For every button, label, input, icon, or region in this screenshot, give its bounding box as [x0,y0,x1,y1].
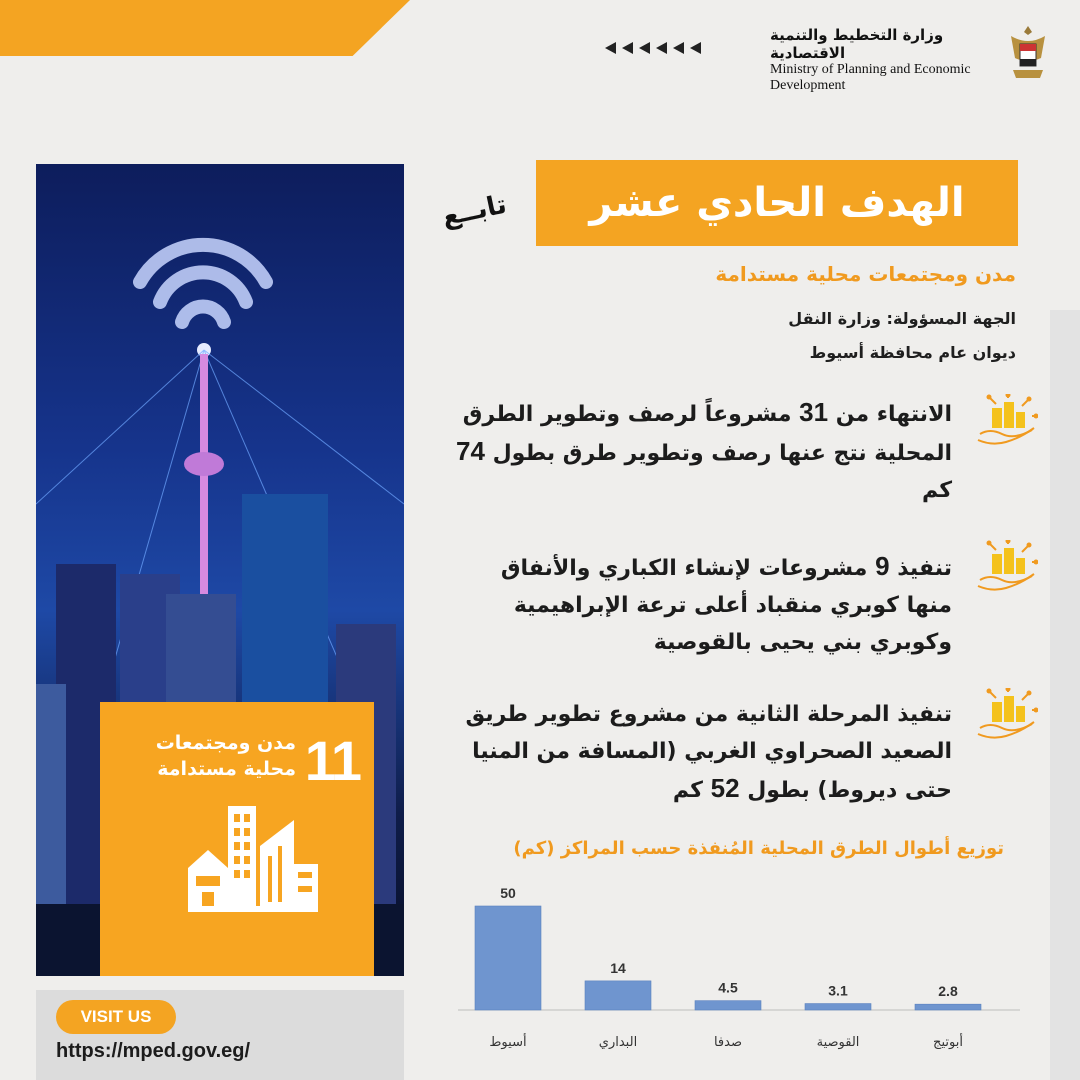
bar-value-label: 50 [500,885,516,901]
chart-bar [695,1001,761,1010]
bar-value-label: 2.8 [938,983,958,1000]
chart-bar [805,1004,871,1010]
responsible-entity [788,302,1016,370]
bullet-number: 74 [455,436,485,466]
chart-bar [585,981,651,1010]
bullet-number: 52 [710,773,740,803]
chart-canvas [450,866,1030,1080]
category-label: أبوتيج [933,1035,963,1050]
hand-city-icon [974,540,1038,596]
sdg-label-line2: محلية مستدامة [157,758,296,780]
bar-value-label: 14 [610,959,626,976]
arrow-left-icon [673,42,684,54]
bullet-number: 9 [875,551,890,581]
achievement-item-3 [452,696,952,809]
roads-bar-chart [450,866,1030,1080]
category-label: البداري [598,1035,638,1050]
hand-city-icon [974,688,1038,744]
arrow-left-icon [656,42,667,54]
bullet-text: مشروعاً لرصف وتطوير الطرق المحلية نتج عنها رصف وتطوير طرق بطول [462,402,952,466]
bullet-number: 31 [799,397,829,427]
bullet-text: تنفيذ [889,556,952,581]
continued-label: تابــع [439,189,510,233]
achievement-item-1 [452,394,952,509]
bullet-text: مشروعات لإنشاء الكباري والأنفاق منها كوبري منقباد أعلى ترعة الإبراهيمية وكوبري بني يحيى بالقوصية [500,556,952,655]
responsible-line1: الجهة المسؤولة: وزارة النقل [788,309,1016,328]
top-accent-band [0,0,410,56]
ministry-name-en-line2: Development [770,78,846,93]
category-label: أسيوط [489,1035,527,1050]
arrow-left-icon [639,42,650,54]
website-link[interactable]: https://mped.gov.eg/ [56,1040,251,1062]
arrow-left-icon [605,42,616,54]
responsible-line2: ديوان عام محافظة أسيوط [809,343,1016,362]
city-buildings-icon [188,806,318,912]
goal-subtitle: مدن ومجتمعات محلية مستدامة [715,262,1016,286]
sdg-label [126,730,296,782]
sdg-label-line1: مدن ومجتمعات [155,732,296,754]
egypt-eagle-logo-icon [1005,22,1051,84]
arrow-left-icon [690,42,701,54]
right-edge-strip [1050,310,1080,1080]
bullet-text: كم [672,778,711,803]
ministry-name-en-line1: Ministry of Planning and Economic [770,62,971,77]
city-photo-panel [36,164,404,976]
arrow-left-icon [622,42,633,54]
chart-title: توزيع أطوال الطرق المحلية المُنفذة حسب المراكز (كم) [513,838,1004,859]
sdg-number: 11 [304,729,360,792]
ministry-name-ar: وزارة التخطيط والتنمية الاقتصادية [770,26,944,62]
chart-bar [475,906,541,1010]
bullet-text: الانتهاء من [828,402,952,427]
category-label: القوصية [816,1035,860,1050]
decorative-arrows [605,38,725,58]
category-label: صدفا [713,1035,743,1050]
ministry-header [770,26,1010,94]
sdg-11-badge [100,702,374,976]
bullet-text: كم [921,478,952,503]
chart-bar [915,1004,981,1010]
visit-us-button[interactable]: VISIT US [56,1000,176,1034]
goal-title: الهدف الحادي عشر [536,160,1018,246]
achievement-item-2 [452,548,952,661]
bullet-text: تنفيذ المرحلة الثانية من مشروع تطوير طريق الصعيد الصحراوي الغربي (المسافة من المنيا حتى ديروط) بطول [465,702,952,803]
bar-value-label: 3.1 [828,982,848,999]
bar-value-label: 4.5 [718,979,738,996]
hand-city-icon [974,394,1038,450]
